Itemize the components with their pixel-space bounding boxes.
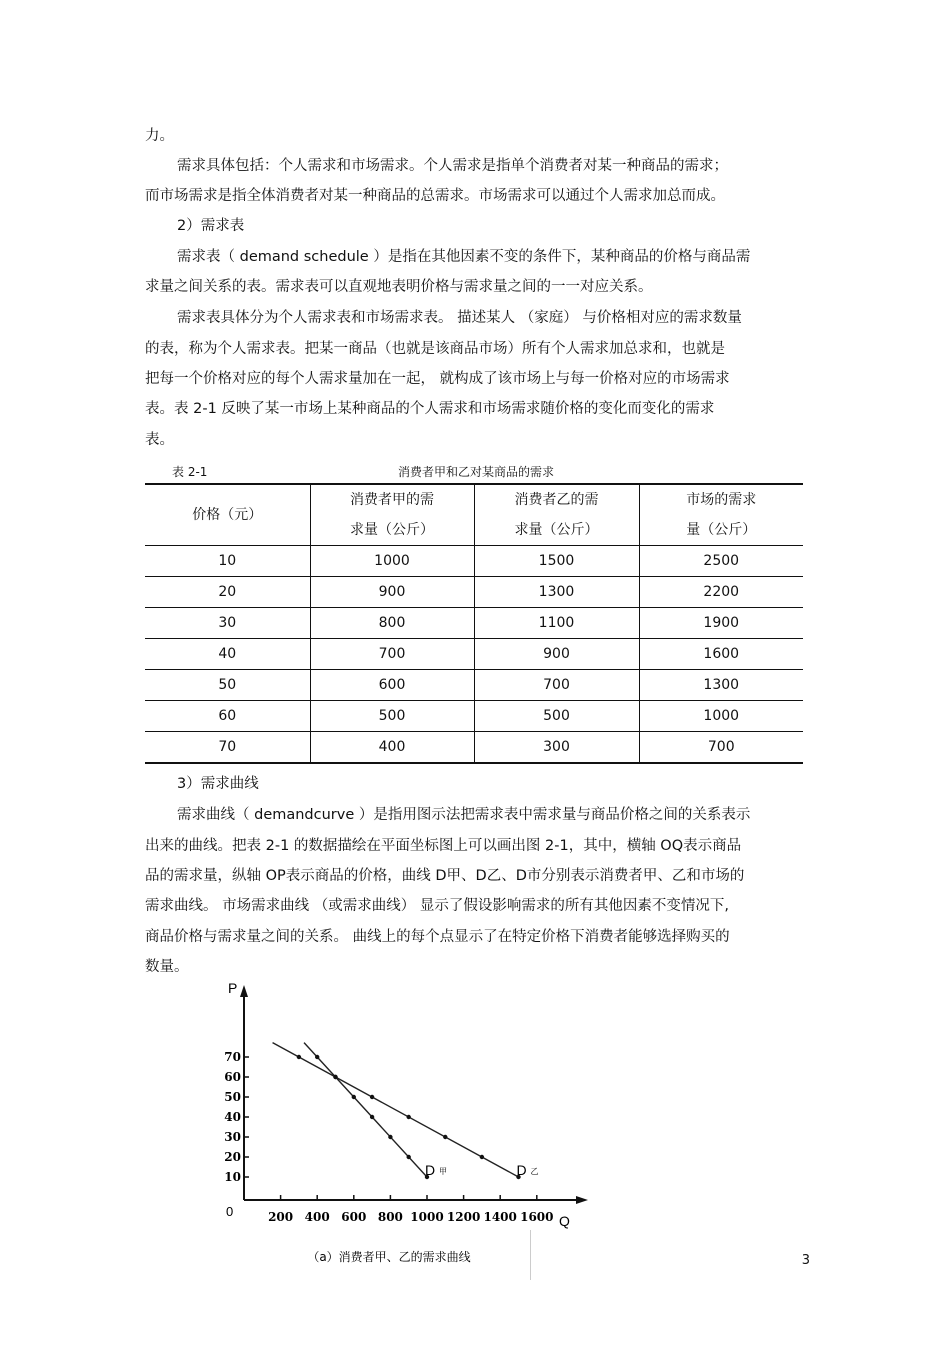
table-cell: 700	[310, 639, 474, 670]
paragraph-line: 商品价格与需求量之间的关系。 曲线上的每个点显示了在特定价格下消费者能够选择购买的	[145, 929, 730, 945]
table-cell: 900	[474, 639, 639, 670]
table-cell: 1000	[639, 701, 803, 732]
y-tick-label: 10	[224, 1170, 241, 1184]
x-tick-label: 1000	[410, 1210, 444, 1224]
table-cell: 900	[310, 577, 474, 608]
curve-label-subscript: 乙	[530, 1167, 539, 1176]
paragraph-line: 求量之间关系的表。需求表可以直观地表明价格与需求量之间的一一对应关系。	[145, 279, 653, 295]
paragraph-line: 需求曲线（ demandcurve ）是指用图示法把需求表中需求量与商品价格之间的关系表示	[177, 807, 751, 823]
table-cell: 1300	[474, 577, 639, 608]
chart-caption: （a）消费者甲、乙的需求曲线	[307, 1250, 471, 1264]
header-consumer-a: 消费者甲的需 求量（公斤）	[310, 484, 474, 546]
table-cell: 800	[310, 608, 474, 639]
table-cell: 20	[145, 577, 310, 608]
page-number: 3	[801, 1253, 810, 1268]
table-cell: 2200	[639, 577, 803, 608]
data-point	[370, 1115, 374, 1119]
table-cell: 1500	[474, 546, 639, 577]
paragraph-line: 的表，称为个人需求表。把某一商品（也就是该商品市场）所有个人需求加总求和，也就是	[145, 341, 725, 357]
paragraph-line: 需求具体包括：个人需求和市场需求。个人需求是指单个消费者对某一种商品的需求；	[177, 158, 728, 174]
data-point	[352, 1095, 356, 1099]
table-cell: 400	[310, 732, 474, 764]
y-tick-label: 70	[224, 1050, 241, 1064]
paragraph-line: 需求表（ demand schedule ）是指在其他因素不变的条件下，某种商品的价格与商品需	[177, 249, 751, 265]
data-point	[297, 1055, 301, 1059]
table-cell: 10	[145, 546, 310, 577]
paragraph-line: 出来的曲线。把表 2-1 的数据描绘在平面坐标图上可以画出图 2-1，其中，横轴 OQ表示商品	[145, 838, 742, 854]
y-tick-label: 30	[224, 1130, 241, 1144]
data-point	[407, 1115, 411, 1119]
x-tick-label: 1200	[446, 1210, 481, 1224]
table-cell: 500	[474, 701, 639, 732]
paragraph-line: 把每一个价格对应的每个人需求量加在一起， 就构成了该市场上与每一价格对应的市场需求	[145, 371, 730, 387]
table-cell: 30	[145, 608, 310, 639]
paragraph-line: 品的需求量，纵轴 OP表示商品的价格，曲线 D甲、D乙、D市分别表示消费者甲、乙和市场的	[145, 868, 745, 884]
paragraph-line: 需求表具体分为个人需求表和市场需求表。 描述某人 （家庭） 与价格相对应的需求数量	[177, 310, 742, 326]
x-tick-label: 200	[268, 1210, 294, 1224]
table-cell: 500	[310, 701, 474, 732]
table-title: 消费者甲和乙对某商品的需求	[398, 465, 555, 479]
y-tick-label: 60	[224, 1070, 241, 1084]
table-cell: 2500	[639, 546, 803, 577]
header-consumer-b: 消费者乙的需 求量（公斤）	[474, 484, 639, 546]
data-point	[333, 1075, 337, 1079]
table-cell: 300	[474, 732, 639, 764]
paragraph-line: 而市场需求是指全体消费者对某一种商品的总需求。市场需求可以通过个人需求加总而成。	[145, 188, 725, 204]
data-point	[370, 1095, 374, 1099]
data-point	[480, 1155, 484, 1159]
table-cell: 40	[145, 639, 310, 670]
table-cell: 1300	[639, 670, 803, 701]
table-cell: 700	[639, 732, 803, 764]
y-tick-label: 40	[224, 1110, 241, 1124]
paragraph-line: 需求曲线。 市场需求曲线 （或需求曲线） 显示了假设影响需求的所有其他因素不变情况下,	[145, 898, 729, 914]
data-point	[388, 1135, 392, 1139]
x-tick-label: 600	[341, 1210, 367, 1224]
paragraph-line: 表。	[145, 432, 174, 448]
data-point	[315, 1055, 319, 1059]
curve-label: D	[425, 1162, 436, 1178]
paragraph-line: 数量。	[145, 959, 189, 975]
table-cell: 1100	[474, 608, 639, 639]
x-tick-label: 1600	[520, 1210, 554, 1224]
table-cell: 1600	[639, 639, 803, 670]
table-cell: 60	[145, 701, 310, 732]
table-cell: 700	[474, 670, 639, 701]
section-heading: 2）需求表	[177, 218, 245, 234]
table-cell: 1000	[310, 546, 474, 577]
paragraph-line: 表。表 2-1 反映了某一市场上某种商品的个人需求和市场需求随价格的变化而变化的需求	[145, 401, 715, 417]
data-point	[443, 1135, 447, 1139]
y-axis-arrow	[240, 985, 248, 997]
curve-label: D	[516, 1162, 527, 1178]
header-market: 市场的需求 量（公斤）	[639, 484, 803, 546]
x-tick-label: 800	[377, 1210, 403, 1224]
table-label: 表 2-1	[172, 465, 208, 479]
x-tick-label: 1400	[483, 1210, 517, 1224]
y-tick-label: 20	[224, 1150, 241, 1164]
x-axis-label: Q	[559, 1213, 570, 1229]
curve-label-subscript: 甲	[439, 1167, 447, 1176]
paragraph-line: 力。	[145, 128, 174, 144]
x-tick-label: 400	[304, 1210, 330, 1224]
table-cell: 50	[145, 670, 310, 701]
table-cell: 1900	[639, 608, 803, 639]
header-price: 价格（元）	[192, 507, 263, 523]
divider	[530, 1230, 531, 1280]
table-cell: 600	[310, 670, 474, 701]
y-tick-label: 50	[224, 1090, 241, 1104]
x-axis-arrow	[576, 1196, 588, 1204]
y-axis-label: P	[228, 980, 238, 996]
section-heading: 3）需求曲线	[177, 776, 259, 792]
data-point	[407, 1155, 411, 1159]
table-cell: 70	[145, 732, 310, 764]
origin-label: 0	[226, 1204, 234, 1219]
